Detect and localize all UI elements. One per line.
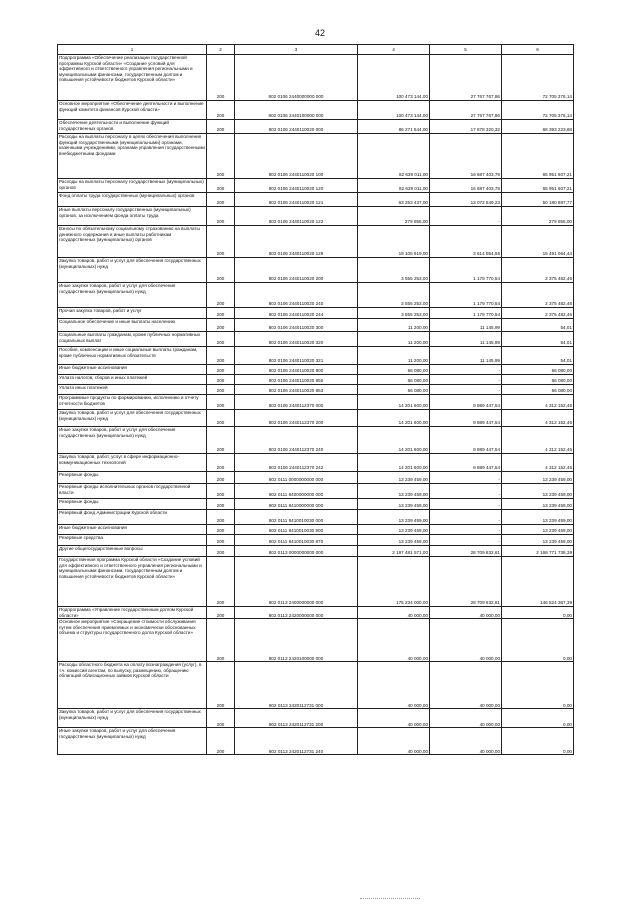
cell-pos: 200 xyxy=(207,283,235,308)
cell-pos: 200 xyxy=(207,134,235,179)
cell-plan: 3 555 253,00 xyxy=(358,283,430,308)
cell-done: - xyxy=(430,375,502,385)
cell-pos: 200 xyxy=(207,662,235,709)
cell-pos: 200 xyxy=(207,179,235,193)
table-row xyxy=(58,484,574,499)
table-row xyxy=(58,365,574,375)
table-row xyxy=(58,499,574,510)
table-row xyxy=(58,319,574,332)
cell-plan: 14 201 600,00 xyxy=(358,410,430,427)
cell-done: 16 687 403,79 xyxy=(430,179,502,193)
cell-pos: 200 xyxy=(207,510,235,525)
cell-name: Резервные фонды xyxy=(58,499,207,510)
cell-code: 802 0111 0000000000 000 xyxy=(235,472,358,484)
cell-plan: 11 200,00 xyxy=(358,319,430,332)
cell-code: 802 0111 8410010030 800 xyxy=(235,525,358,535)
cell-name: Иные выплаты персоналу государственных (муниципальных) органов, за исключением фонда оплаты труда xyxy=(58,207,207,226)
cell-name: Прочая закупка товаров, работ и услуг xyxy=(58,308,207,319)
cell-rest: 4 312 152,46 xyxy=(502,395,574,410)
cell-name: Иные закупки товаров, работ и услуг для обеспечения государственных (муниципальных) нужд xyxy=(58,283,207,308)
cell-done: 28 709 632,61 xyxy=(430,557,502,607)
cell-plan: 13 239 459,00 xyxy=(358,510,430,525)
cell-done: - xyxy=(430,525,502,535)
column-header: 5 xyxy=(430,45,502,55)
cell-plan: 14 201 600,00 xyxy=(358,427,430,454)
cell-name: Резервные фонды исполнительных органов государственной власти xyxy=(58,484,207,499)
cell-code: 802 0106 2440110020 850 xyxy=(235,375,358,385)
cell-plan: 40 000,00 xyxy=(358,607,430,619)
cell-done: 40 000,00 xyxy=(430,607,502,619)
cell-done: 27 767 767,86 xyxy=(430,101,502,120)
cell-plan: 40 000,00 xyxy=(358,728,430,755)
cell-name: Взносы по обязательному социальному страхованию на выплаты денежного содержания и иные выплаты работникам государственных (муниципальных) органов xyxy=(58,226,207,258)
cell-name: Другие общегосударственные вопросы xyxy=(58,546,207,557)
cell-name: Основное мероприятие «Обеспечение деятельности и выполнение функций комитета финансов Курской области» xyxy=(58,101,207,120)
cell-rest: 54,01 xyxy=(502,347,574,365)
table-row xyxy=(58,375,574,385)
cell-pos: 200 xyxy=(207,101,235,120)
cell-name: Резервные фонды xyxy=(58,472,207,484)
cell-name: Закупка товаров, работ и услуг для обеспечения государственных (муниципальных) нужд xyxy=(58,709,207,728)
cell-name: Закупка товаров, работ и услуг для обеспечения государственных (муниципальных) нужд xyxy=(58,410,207,427)
cell-plan: 66 080,00 xyxy=(358,375,430,385)
table-row xyxy=(58,120,574,134)
cell-rest: 50 180 887,77 xyxy=(502,193,574,207)
table-body xyxy=(58,55,574,755)
cell-plan: 14 201 600,00 xyxy=(358,454,430,472)
cell-pos: 200 xyxy=(207,347,235,365)
cell-rest: 54,01 xyxy=(502,332,574,347)
table-row xyxy=(58,619,574,662)
cell-pos: 200 xyxy=(207,427,235,454)
cell-done: - xyxy=(430,499,502,510)
cell-code: 802 0106 2440000000 000 xyxy=(235,55,358,101)
cell-name: Иные бюджетные ассигнования xyxy=(58,525,207,535)
cell-done: 1 179 770,54 xyxy=(430,308,502,319)
cell-code: 802 0106 2440110020 244 xyxy=(235,308,358,319)
cell-rest: 65 951 607,21 xyxy=(502,134,574,179)
cell-pos: 200 xyxy=(207,535,235,546)
cell-rest: 13 239 459,00 xyxy=(502,499,574,510)
cell-name: Резервные средства xyxy=(58,535,207,546)
table-row xyxy=(58,662,574,709)
table-row xyxy=(58,193,574,207)
cell-name: Пособия, компенсации и иные социальные выплаты гражданам, кроме публичных нормативных обязательств xyxy=(58,347,207,365)
cell-pos: 200 xyxy=(207,226,235,258)
cell-code: 802 0111 8400000000 000 xyxy=(235,484,358,499)
cell-name: Социальное обеспечение и иные выплаты населению xyxy=(58,319,207,332)
table-row xyxy=(58,535,574,546)
cell-done: 3 614 854,56 xyxy=(430,226,502,258)
cell-plan: 40 000,00 xyxy=(358,709,430,728)
cell-code: 802 0111 8410000000 000 xyxy=(235,499,358,510)
cell-done: - xyxy=(430,365,502,375)
cell-rest: 54,01 xyxy=(502,319,574,332)
cell-done: 40 000,00 xyxy=(430,709,502,728)
cell-pos: 200 xyxy=(207,525,235,535)
cell-plan: 63 253 437,00 xyxy=(358,193,430,207)
cell-pos: 200 xyxy=(207,546,235,557)
cell-code: 802 0106 2440110020 129 xyxy=(235,226,358,258)
table-row xyxy=(58,709,574,728)
cell-rest: 146 524 367,39 xyxy=(502,557,574,607)
cell-done: 17 878 320,32 xyxy=(430,120,502,134)
cell-pos: 200 xyxy=(207,258,235,283)
table-row xyxy=(58,607,574,619)
cell-done: - xyxy=(430,535,502,546)
cell-code: 802 0106 2440110020 800 xyxy=(235,365,358,375)
cell-rest: 72 705 376,14 xyxy=(502,101,574,120)
table-row xyxy=(58,258,574,283)
cell-pos: 200 xyxy=(207,332,235,347)
cell-name: Расходы на выплаты персоналу в целях обеспечения выполнения функций государственными (муниципальными) органами, казенными учреждениями, органами управления государственными внебюджетными фондами xyxy=(58,134,207,179)
cell-name: Иные закупки товаров, работ и услуг для обеспечения государственных (муниципальных) нужд xyxy=(58,728,207,755)
cell-name: Уплата иных платежей xyxy=(58,385,207,395)
cell-done: 40 000,00 xyxy=(430,728,502,755)
cell-rest: 13 239 459,00 xyxy=(502,472,574,484)
table-row xyxy=(58,134,574,179)
cell-code: 802 0113 2420100000 000 xyxy=(235,619,358,662)
cell-rest: 13 239 459,00 xyxy=(502,510,574,525)
cell-rest: 66 080,00 xyxy=(502,385,574,395)
cell-code: 802 0113 2420112731 200 xyxy=(235,709,358,728)
table-row xyxy=(58,385,574,395)
cell-plan: 13 239 459,00 xyxy=(358,525,430,535)
cell-pos: 200 xyxy=(207,728,235,755)
cell-plan: 11 200,00 xyxy=(358,332,430,347)
cell-code: 802 0111 8410010030 870 xyxy=(235,535,358,546)
cell-rest: 4 312 152,46 xyxy=(502,410,574,427)
cell-pos: 200 xyxy=(207,308,235,319)
cell-rest: 72 705 376,14 xyxy=(502,55,574,101)
cell-done: 9 889 447,54 xyxy=(430,410,502,427)
cell-rest: 4 312 152,46 xyxy=(502,427,574,454)
cell-rest: 15 491 064,44 xyxy=(502,226,574,258)
cell-plan: 40 000,00 xyxy=(358,662,430,709)
column-header: 4 xyxy=(358,45,430,55)
table-row xyxy=(58,525,574,535)
cell-rest: 2 375 482,46 xyxy=(502,283,574,308)
cell-pos: 200 xyxy=(207,410,235,427)
cell-code: 802 0106 2440110020 120 xyxy=(235,179,358,193)
cell-rest: 65 951 607,21 xyxy=(502,179,574,193)
cell-done: 13 072 549,23 xyxy=(430,193,502,207)
cell-plan: 86 271 544,00 xyxy=(358,120,430,134)
cell-rest: 0,00 xyxy=(502,662,574,709)
cell-rest: 13 239 459,00 xyxy=(502,525,574,535)
cell-name: Социальные выплаты гражданам, кроме публичных нормативных социальных выплат xyxy=(58,332,207,347)
cell-pos: 200 xyxy=(207,375,235,385)
cell-pos: 200 xyxy=(207,619,235,662)
cell-done: - xyxy=(430,207,502,226)
cell-done: 9 889 447,54 xyxy=(430,427,502,454)
cell-done: 9 889 447,54 xyxy=(430,395,502,410)
cell-plan: 175 234 000,00 xyxy=(358,557,430,607)
table-row xyxy=(58,179,574,193)
table-row xyxy=(58,347,574,365)
cell-name: Подпрограмма «Обеспечение реализации государственной программы Курской области» «Создание условий для эффективного и ответственного управления региональными и муниципальными финансами, государственным долгом и повышения устойчивости бюджетов Курской области» xyxy=(58,55,207,101)
cell-pos: 200 xyxy=(207,499,235,510)
cell-plan: 19 105 919,00 xyxy=(358,226,430,258)
cell-done: 16 687 403,79 xyxy=(430,134,502,179)
cell-code: 802 0106 2440110020 121 xyxy=(235,193,358,207)
table-row xyxy=(58,308,574,319)
cell-name: Подпрограмма «Управление государственным долгом Курской области» xyxy=(58,607,207,619)
cell-rest: 2 375 482,46 xyxy=(502,308,574,319)
cell-plan: 13 239 459,00 xyxy=(358,499,430,510)
cell-pos: 200 xyxy=(207,454,235,472)
cell-code: 802 0106 2440110020 122 xyxy=(235,207,358,226)
cell-code: 802 0113 2400000000 000 xyxy=(235,557,358,607)
column-header: 3 xyxy=(235,45,358,55)
cell-code: 802 0106 2440112370 000 xyxy=(235,395,358,410)
cell-name: Расходы областного бюджета на оплату вознаграждения (услуг), в т.ч. комиссий агентам, по выпуску, размещению, обращению облигаций облигационных займов Курской области xyxy=(58,662,207,709)
cell-rest: 13 239 459,00 xyxy=(502,484,574,499)
cell-name: Обеспечение деятельности и выполнение функций государственных органов xyxy=(58,120,207,134)
cell-plan: 100 473 144,00 xyxy=(358,55,430,101)
cell-code: 802 0113 0000000000 000 xyxy=(235,546,358,557)
cell-done: - xyxy=(430,510,502,525)
cell-plan: 14 201 600,00 xyxy=(358,395,430,410)
table-row xyxy=(58,410,574,427)
cell-plan: 3 555 253,00 xyxy=(358,308,430,319)
column-header: 1 xyxy=(58,45,207,55)
table-row xyxy=(58,283,574,308)
budget-report-table xyxy=(57,44,574,755)
table-row xyxy=(58,557,574,607)
cell-plan: 82 639 011,00 xyxy=(358,134,430,179)
cell-done: 11 145,99 xyxy=(430,319,502,332)
cell-pos: 200 xyxy=(207,207,235,226)
cell-code: 802 0106 2440112370 242 xyxy=(235,454,358,472)
cell-code: 802 0106 2440110020 300 xyxy=(235,319,358,332)
cell-pos: 200 xyxy=(207,472,235,484)
cell-pos: 200 xyxy=(207,120,235,134)
cell-pos: 200 xyxy=(207,385,235,395)
cell-code: 802 0106 2440110020 320 xyxy=(235,332,358,347)
cell-plan: 82 639 011,00 xyxy=(358,179,430,193)
cell-plan: 13 239 459,00 xyxy=(358,472,430,484)
cell-code: 802 0106 2440110020 853 xyxy=(235,385,358,395)
cell-pos: 200 xyxy=(207,365,235,375)
cell-rest: 13 239 459,00 xyxy=(502,535,574,546)
cell-done: 9 889 447,54 xyxy=(430,454,502,472)
cell-rest: 68 393 223,68 xyxy=(502,120,574,134)
table-row xyxy=(58,546,574,557)
cell-pos: 200 xyxy=(207,55,235,101)
cell-code: 802 0106 2440110020 100 xyxy=(235,134,358,179)
cell-pos: 200 xyxy=(207,607,235,619)
cell-name: Закупка товаров, работ, услуг в сфере информационно-коммуникационных технологий xyxy=(58,454,207,472)
cell-name: Иные закупки товаров, работ и услуг для обеспечения государственных (муниципальных) нужд xyxy=(58,427,207,454)
cell-rest: 0,00 xyxy=(502,728,574,755)
cell-rest: 2 168 771 738,39 xyxy=(502,546,574,557)
cell-code: 802 0106 2440110020 240 xyxy=(235,283,358,308)
cell-done: - xyxy=(430,484,502,499)
cell-code: 802 0113 2420112731 000 xyxy=(235,662,358,709)
table-row xyxy=(58,454,574,472)
cell-rest: 2 375 482,46 xyxy=(502,258,574,283)
column-header: 6 xyxy=(502,45,574,55)
cell-name: Расходы на выплаты персоналу государственных (муниципальных) органов xyxy=(58,179,207,193)
table-row xyxy=(58,728,574,755)
cell-plan: 3 555 253,00 xyxy=(358,258,430,283)
cell-done: 27 767 767,86 xyxy=(430,55,502,101)
cell-rest: 0,00 xyxy=(502,619,574,662)
table-row xyxy=(58,226,574,258)
cell-code: 802 0106 2440110020 000 xyxy=(235,120,358,134)
table-header-row xyxy=(58,45,574,55)
table-row xyxy=(58,332,574,347)
table-row xyxy=(58,395,574,410)
cell-pos: 200 xyxy=(207,557,235,607)
cell-rest: 279 855,00 xyxy=(502,207,574,226)
cell-code: 802 0113 2420112731 240 xyxy=(235,728,358,755)
cell-code: 802 0106 2440112370 200 xyxy=(235,410,358,427)
footer-mark xyxy=(360,898,420,901)
cell-plan: 11 200,00 xyxy=(358,347,430,365)
cell-name: Резервный фонд Администрации Курской области xyxy=(58,510,207,525)
cell-rest: 66 080,00 xyxy=(502,365,574,375)
cell-done: 40 000,00 xyxy=(430,619,502,662)
cell-code: 802 0113 2420000000 000 xyxy=(235,607,358,619)
cell-name: Государственная программа Курской области «Создание условий для эффективного и ответственного управления региональными и муниципальными финансами, государственным долгом и повышения устойчивости бюджетов Курской области» xyxy=(58,557,207,607)
cell-done: 40 000,00 xyxy=(430,662,502,709)
cell-code: 802 0106 2440110020 321 xyxy=(235,347,358,365)
cell-pos: 200 xyxy=(207,709,235,728)
cell-name: Основное мероприятие «Сокращение стоимости обслуживания путем обеспечения приемлемых и экономически обоснованных объема и структуры государственного долга Курской области» xyxy=(58,619,207,662)
cell-name: Фонд оплаты труда государственных (муниципальных) органов xyxy=(58,193,207,207)
cell-code: 802 0106 2440100000 000 xyxy=(235,101,358,120)
cell-plan: 66 080,00 xyxy=(358,385,430,395)
cell-done: 11 145,99 xyxy=(430,332,502,347)
cell-plan: 40 000,00 xyxy=(358,619,430,662)
cell-done: 28 709 832,61 xyxy=(430,546,502,557)
cell-code: 802 0106 2440110020 200 xyxy=(235,258,358,283)
cell-rest: 0,00 xyxy=(502,607,574,619)
cell-plan: 13 239 459,00 xyxy=(358,535,430,546)
cell-done: 11 145,99 xyxy=(430,347,502,365)
table-row xyxy=(58,55,574,101)
cell-code: 802 0111 8410010030 000 xyxy=(235,510,358,525)
table-row xyxy=(58,510,574,525)
cell-done: 1 179 770,54 xyxy=(430,283,502,308)
cell-name: Программные продукты по формированию, исполнению и отчету отчетности бюджетов xyxy=(58,395,207,410)
table-row xyxy=(58,207,574,226)
cell-done: 1 179 770,54 xyxy=(430,258,502,283)
cell-code: 802 0106 2440112370 240 xyxy=(235,427,358,454)
cell-name: Иные бюджетные ассигнования xyxy=(58,365,207,375)
cell-done: - xyxy=(430,385,502,395)
cell-plan: 2 197 481 571,00 xyxy=(358,546,430,557)
cell-plan: 100 473 144,00 xyxy=(358,101,430,120)
cell-done: - xyxy=(430,472,502,484)
cell-rest: 0,00 xyxy=(502,709,574,728)
cell-pos: 200 xyxy=(207,319,235,332)
column-header: 2 xyxy=(207,45,235,55)
cell-rest: 4 312 152,46 xyxy=(502,454,574,472)
cell-pos: 200 xyxy=(207,193,235,207)
cell-plan: 13 239 459,00 xyxy=(358,484,430,499)
page-number: 42 xyxy=(314,28,325,38)
cell-plan: 66 080,00 xyxy=(358,365,430,375)
table-row xyxy=(58,427,574,454)
cell-name: Закупка товаров, работ и услуг для обеспечения государственных (муниципальных) нужд xyxy=(58,258,207,283)
table-row xyxy=(58,472,574,484)
cell-rest: 66 080,00 xyxy=(502,375,574,385)
cell-plan: 279 855,00 xyxy=(358,207,430,226)
cell-pos: 200 xyxy=(207,395,235,410)
table-row xyxy=(58,101,574,120)
cell-name: Уплата налогов, сборов и иных платежей xyxy=(58,375,207,385)
cell-pos: 200 xyxy=(207,484,235,499)
